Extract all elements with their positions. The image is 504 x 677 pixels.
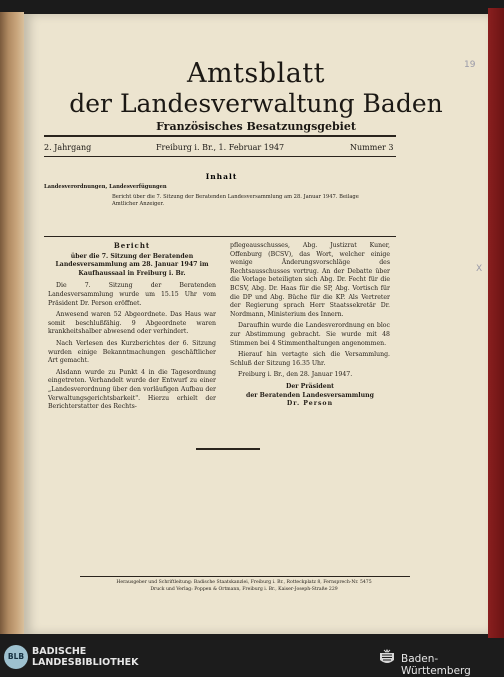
- baden-wuerttemberg-coat-of-arms-icon[interactable]: [378, 649, 396, 667]
- report-paragraph: pflegeausschusses, Abg. Justizrat Kuner, Offenburg (BCSV), das Wort, welcher einige wenige Änderungsvorschläge des Rechtsausschusses vortrug. An der Debatte über die Vorlage beteiligten sich Abg. Dr. Fecht für die BCSV, Abg. Dr. Haas für die SP, Abg. Vortisch für die DP und Abg. Büche für die KP. Als Vertreter der Regierung sprach Herr Staatssekretär Dr. Nordmann, Ministerium des Innern.: [230, 242, 390, 318]
- pencil-mark-top: 19: [464, 60, 476, 70]
- baden-wuerttemberg-wordmark[interactable]: Baden-Württemberg: [401, 653, 471, 677]
- signature-organisation: der Beratenden Landesversammlung: [246, 391, 374, 399]
- report-paragraph: Alsdann wurde zu Punkt 4 in die Tagesordnung eingetreten. Verhandelt wurde der Entwurf zu einer „Landesverordnung über den vorläufigen Aufbau der Verwaltungsgerichtsbarkeit". Hierzu erhielt der Berichterstatter des Rechts-: [48, 368, 216, 411]
- contents-rule: [44, 236, 396, 237]
- report-right-column: [230, 242, 390, 409]
- contents-entry: Bericht über die 7. Sitzung der Beratenden Landesversammlung am 28. Januar 1947. Beilage Amtlicher Anzeiger.: [112, 194, 359, 207]
- masthead-title-line2: der Landesverwaltung Baden: [69, 89, 443, 118]
- masthead-subtitle: Französisches Besatzungsgebiet: [156, 120, 356, 133]
- signature-title: Der Präsident: [285, 382, 335, 390]
- report-left-column: [48, 242, 216, 415]
- contents-section: Landesverordnungen, Landesverfügungen: [44, 184, 167, 190]
- report-paragraph: Die 7. Sitzung der Beratenden Landesversammlung wurde um 15.15 Uhr vom Präsident Dr. Person eröffnet.: [48, 282, 216, 307]
- section-divider: [196, 448, 260, 450]
- blb-wordmark[interactable]: [32, 646, 139, 668]
- masthead-title-line1: Amtsblatt: [186, 58, 326, 89]
- issue-place-date: Freiburg i. Br., 1. Februar 1947: [156, 143, 285, 152]
- footer-printer: Druck und Verlag: Poppen & Ortmann, Freiburg i. Br., Kaiser-Joseph-Straße 229: [150, 587, 338, 592]
- report-subheading: über die 7. Sitzung der Beratenden Landesversammlung am 28. Januar 1947 im Kaufhaussaal in Freiburg i. Br.: [55, 252, 209, 277]
- report-heading: Bericht: [113, 241, 151, 250]
- closing-place-date: Freiburg i. Br., den 28. Januar 1947.: [238, 371, 353, 379]
- volume-label: 2. Jahrgang: [44, 143, 92, 152]
- masthead-rule-top: [44, 135, 396, 137]
- footer-rule: [80, 576, 410, 577]
- contents-heading: Inhalt: [205, 172, 238, 181]
- report-paragraph: Hierauf hin vertagte sich die Versammlung. Schluß der Sitzung 16.35 Uhr.: [230, 351, 390, 367]
- footer-publisher: Herausgeber und Schriftleitung: Badische Staatskanzlei, Freiburg i. Br., Rotteckplatz 8, Fernsprech-Nr. 5475: [116, 580, 372, 585]
- issue-number: Nummer 3: [350, 143, 394, 152]
- signature-name: Dr. Person: [286, 400, 334, 408]
- masthead-rule-bottom: [44, 156, 396, 157]
- pencil-mark-margin: X: [476, 264, 483, 274]
- report-paragraph: Daraufhin wurde die Landesverordnung en bloc zur Abstimmung gebracht. Sie wurde mit 48 Stimmen bei 4 Stimmenthaltungen angenommen.: [230, 322, 390, 347]
- book-binding-left: [0, 12, 24, 634]
- blb-logo[interactable]: BLB: [4, 645, 28, 669]
- report-paragraph: Nach Verlesen des Kurzberichtes der 6. Sitzung wurden einige Bekanntmachungen geschäftlicher Art gemacht.: [48, 339, 216, 365]
- book-cover-right: [488, 8, 504, 638]
- blb-wordmark-line2: LANDESBIBLIOTHEK: [32, 657, 139, 668]
- document-page: [24, 14, 488, 634]
- blb-wordmark-line1: BADISCHE: [32, 646, 87, 657]
- report-paragraph: Anwesend waren 52 Abgeordnete. Das Haus war somit beschlußfähig. 9 Abgeordnete waren krankheitshalber abwesend oder verhindert.: [48, 311, 216, 336]
